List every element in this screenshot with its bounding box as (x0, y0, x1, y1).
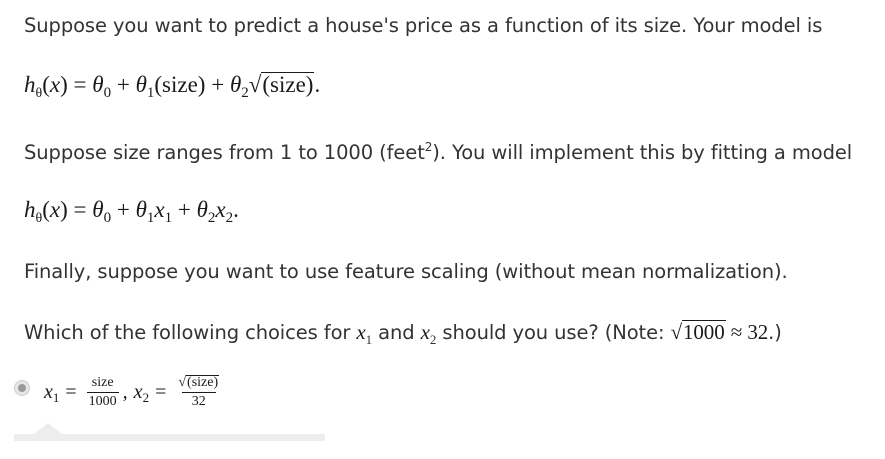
option-1-fraction-2: $\frac{\text{√(size)}}{32}$ (178, 375, 219, 409)
model-equation-2: $h_\theta(x) = \theta_0 + \theta_1x_1 + \theta_2x_2$. (24, 197, 239, 226)
option-1-highlight-notch (34, 423, 62, 434)
option-1-label[interactable]: x 1 = $\frac{\text{size}}{1000}$ , x 2 = $\frac{\text{√(size)}}{32}$ (44, 375, 225, 410)
option-1-radio[interactable] (14, 380, 30, 396)
question-intro: Suppose you want to predict a house's price as a function of its size. Your model is (24, 14, 823, 37)
model-equation-1: $h_\theta(x) = \theta_0$ + $\theta_1(size)$ + $\theta_2√(size)$. (24, 72, 321, 101)
question-which: Which of the following choices for $x_1$ and $x_2$ should you use? (Note: √1000 ≈ 32.) (24, 320, 782, 347)
question-scaling: Finally, suppose you want to use feature scaling (without mean normalization). (24, 260, 788, 283)
question-range: Suppose size ranges from 1 to 1000 (feet$^2$). You will implement this by fitting a model (24, 140, 853, 164)
sqrt-symbol: √ (248, 72, 262, 97)
option-1-highlight-bar (14, 434, 325, 441)
option-1-fraction-1: $\frac{\text{size}}{1000}$ (88, 375, 117, 409)
